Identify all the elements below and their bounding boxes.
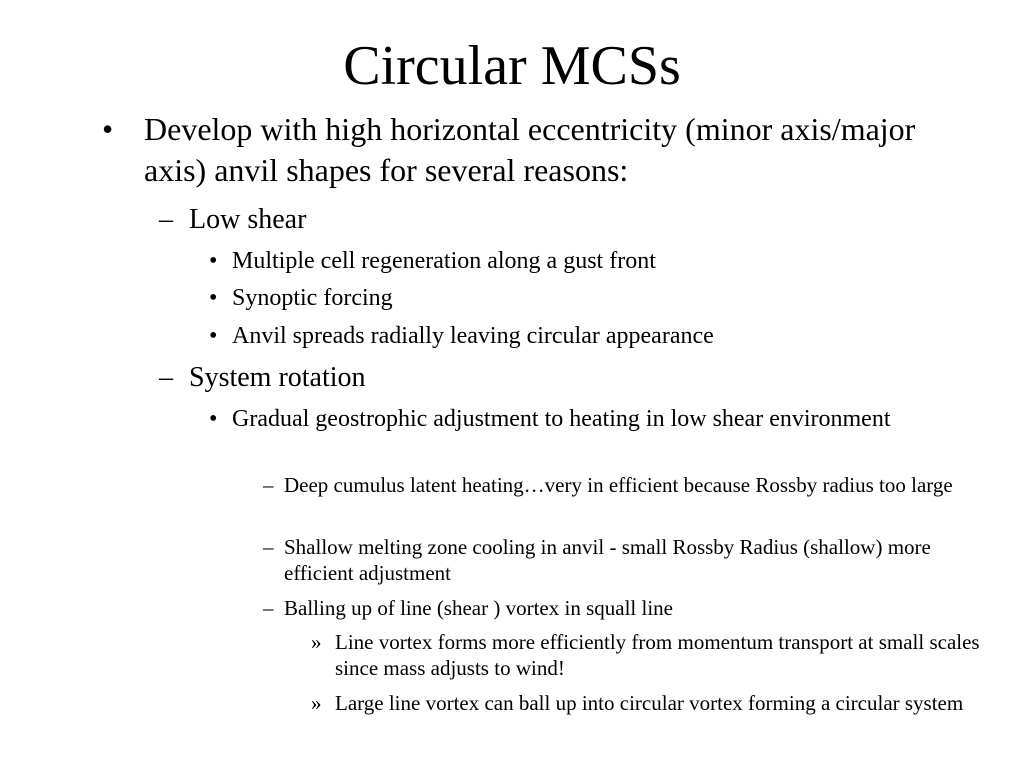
list-item <box>209 247 909 276</box>
list-item <box>263 534 953 586</box>
list-item <box>209 284 909 313</box>
list-item <box>311 690 991 716</box>
low-shear-heading: Low shear <box>189 204 307 235</box>
list-item <box>209 322 909 351</box>
list-item <box>311 629 991 681</box>
dash-marker: – <box>159 362 173 393</box>
list-item <box>209 405 909 434</box>
bullet-marker: • <box>209 323 218 349</box>
guillemet-marker: » <box>311 630 322 654</box>
bullet-marker: • <box>102 111 114 147</box>
dash-marker: – <box>263 535 274 559</box>
guillemet-marker: » <box>311 691 322 715</box>
dash-marker: – <box>263 473 274 497</box>
dash-marker: – <box>159 204 173 235</box>
bullet-marker: • <box>209 248 218 274</box>
dash-marker: – <box>263 596 274 620</box>
rotation-subitem-text: Deep cumulus latent heating…very in efficient because Rossby radius too large <box>284 473 953 497</box>
rotation-subitem-text: Shallow melting zone cooling in anvil - small Rossby Radius (shallow) more efficient adjustment <box>284 535 931 585</box>
low-shear-item-text: Synoptic forcing <box>232 285 393 311</box>
rotation-subitem-text: Balling up of line (shear ) vortex in squall line <box>284 596 673 620</box>
bullet-main-point <box>102 109 952 191</box>
list-item <box>263 472 953 498</box>
bullet-marker: • <box>209 285 218 311</box>
system-rotation-item-text: Gradual geostrophic adjustment to heating in low shear environment <box>232 406 891 432</box>
low-shear-item-text: Anvil spreads radially leaving circular appearance <box>232 323 714 349</box>
slide-title: Circular MCSs <box>343 35 681 97</box>
bullet-marker: • <box>209 406 218 432</box>
vortex-item-text: Large line vortex can ball up into circular vortex forming a circular system <box>335 691 964 715</box>
list-item <box>263 595 953 621</box>
system-rotation-heading: System rotation <box>189 362 366 393</box>
vortex-item-text: Line vortex forms more efficiently from momentum transport at small scales since mass adjusts to wind! <box>335 630 980 680</box>
subpoint-low-shear <box>159 203 959 237</box>
subpoint-system-rotation <box>159 361 959 395</box>
main-point-text: Develop with high horizontal eccentricity (minor axis/major axis) anvil shapes for several reasons: <box>144 111 916 188</box>
low-shear-item-text: Multiple cell regeneration along a gust front <box>232 248 656 274</box>
